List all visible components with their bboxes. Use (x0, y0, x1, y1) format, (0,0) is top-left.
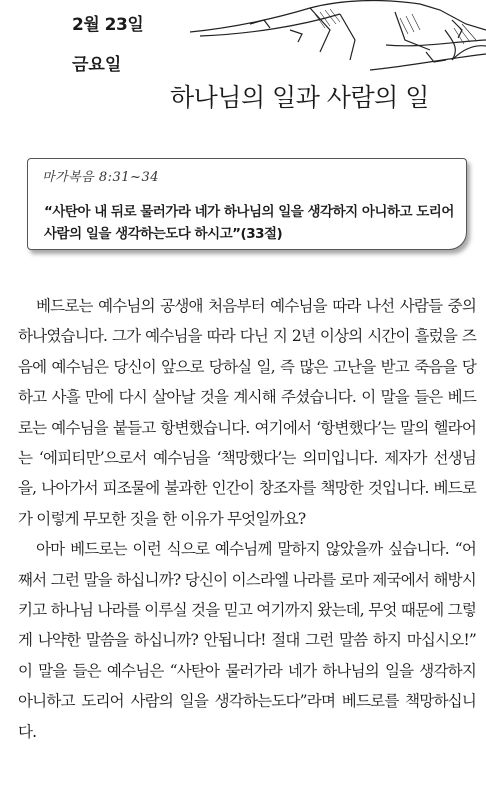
scripture-text: “사탄아 내 뒤로 물러가라 네가 하나님의 일을 생각하지 아니하고 도리어 사람의 일을 생각하는도다 하시고”(33절) (44, 204, 454, 242)
body-paragraph: 베드로는 예수님의 공생애 처음부터 예수님을 따라 나선 사람들 중의 하나였습니다. 그가 예수님을 따라 다닌 지 2년 이상의 시간이 흘렀을 즈음에 예수님은 당신이 앞으로 당하실 일, 즉 많은 고난을 받고 죽음을 당하고 사흘 만에 다시 살아날 것을 계시해 주셨습니다. 이 말을 들은 베드로는 예수님을 붙들고 항변했습니다. 여기에서 ‘항변했다’는 말의 헬라어는 ‘에피티만’으로서 예수님을 ‘책망했다’는 의미입니다. 제자가 선생님을, 나아가서 피조물에 불과한 인간이 창조자를 책망한 것입니다. 베드로가 이렇게 무모한 짓을 한 이유가 무엇일까요? (18, 297, 476, 528)
mountain-sketch-illustration (190, 0, 486, 80)
devotional-body (18, 291, 476, 747)
date-label: 2월 23일 (72, 15, 144, 35)
page-title: 하나님의 일과 사람의 일 (170, 83, 429, 112)
weekday-label: 금요일 (72, 55, 122, 75)
body-paragraph: 아마 베드로는 이런 식으로 예수님께 말하지 않았을까 싶습니다. “어째서 그런 말을 하십니까? 당신이 이스라엘 나라를 로마 제국에서 해방시키고 하나님 나라를 이루실 것을 믿고 여기까지 왔는데, 무엇 때문에 그렇게 나약한 말씀을 하십니까? 안됩니다! 절대 그런 말씀 하지 마십시오!” 이 말을 들은 예수님은 “사탄아 물러가라 네가 하나님의 일을 생각하지 아니하고 도리어 사람의 일을 생각하는도다”라며 베드로를 책망하십니다. (18, 540, 476, 741)
scripture-box (27, 158, 467, 250)
scripture-reference: 마가복음 8:31~34 (42, 170, 159, 185)
